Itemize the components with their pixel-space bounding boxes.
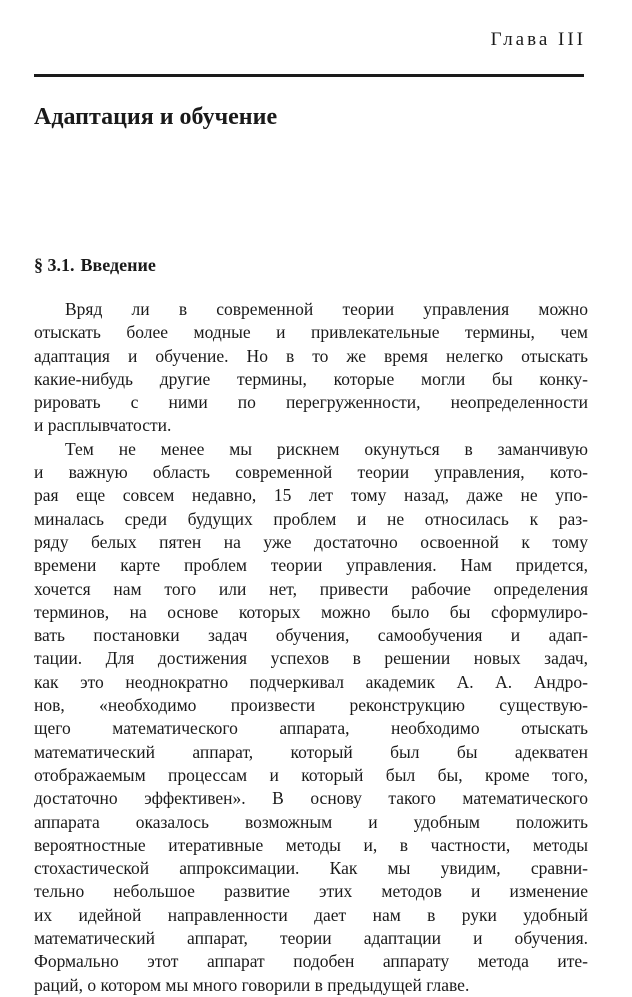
text-line: Вряд ли в современной теории управления можно bbox=[65, 299, 588, 319]
text-line: достаточно эффективен». В основу такого математического bbox=[34, 788, 588, 809]
text-line: Формально этот аппарат подобен аппарату метода ите- bbox=[34, 951, 588, 972]
text-line: Тем не менее мы рискнем окунуться в заманчивую bbox=[65, 438, 588, 459]
text-line: и расплывчатости. bbox=[34, 415, 172, 436]
text-line: какие-нибудь другие термины, которые могли бы конку- bbox=[34, 368, 588, 389]
text-line: математический аппарат, теории адаптации и обучения. bbox=[34, 928, 588, 949]
text-line: математический аппарат, который был бы адекватен bbox=[34, 741, 588, 762]
text-line: адаптация и обучение. Но в то же время нелегко отыскать bbox=[34, 345, 588, 366]
text-line: миналась среди будущих проблем и не относилась к раз- bbox=[34, 508, 588, 529]
text-line: аппарата оказалось возможным и удобным положить bbox=[34, 811, 588, 832]
text-line: и важную область современной теории управления, кото- bbox=[34, 462, 588, 483]
chapter-rule bbox=[34, 74, 584, 77]
paragraph bbox=[34, 438, 588, 997]
body-text bbox=[34, 298, 588, 997]
text-line: отыскать более модные и привлекательные термины, чем bbox=[34, 322, 588, 343]
text-line: щего математического аппарата, необходимо отыскать bbox=[34, 718, 588, 739]
section-number: § 3.1. bbox=[34, 255, 75, 275]
text-line: как это неоднократно подчеркивал академик А. А. Андро- bbox=[34, 671, 588, 692]
text-line: стохастической аппроксимации. Как мы увидим, сравни- bbox=[34, 858, 588, 879]
text-line: вать постановки задач обучения, самообучения и адап- bbox=[34, 625, 588, 646]
paragraph bbox=[34, 298, 588, 438]
text-line: тельно небольшое развитие этих методов и изменение bbox=[34, 881, 588, 902]
text-line: тации. Для достижения успехов в решении новых задач, bbox=[34, 648, 588, 669]
text-line: хочется нам того или нет, привести рабочие определения bbox=[34, 578, 588, 599]
text-line: их идейной направленности дает нам в руки удобный bbox=[34, 904, 588, 925]
text-line: рировать с ними по перегруженности, неопределенности bbox=[34, 392, 588, 413]
text-line: времени карте проблем теории управления. Нам придется, bbox=[34, 555, 588, 576]
chapter-label: Глава III bbox=[490, 29, 586, 50]
text-line: ряду белых пятен на уже достаточно освоенной к тому bbox=[34, 531, 588, 552]
text-line: отображаемым процессам и который был бы, кроме того, bbox=[34, 764, 588, 785]
text-line: нов, «необходимо произвести реконструкцию существую- bbox=[34, 695, 588, 716]
text-line: вероятностные итеративные методы и, в частности, методы bbox=[34, 834, 588, 855]
section-title: Введение bbox=[80, 255, 156, 275]
chapter-title: Адаптация и обучение bbox=[34, 104, 278, 130]
section-heading bbox=[34, 256, 156, 276]
text-line: раций, о котором мы много говорили в предыдущей главе. bbox=[34, 974, 470, 995]
text-line: терминов, на основе которых можно было бы сформулиро- bbox=[34, 601, 588, 622]
text-line: рая еще совсем недавно, 15 лет тому назад, даже не упо- bbox=[34, 485, 588, 506]
